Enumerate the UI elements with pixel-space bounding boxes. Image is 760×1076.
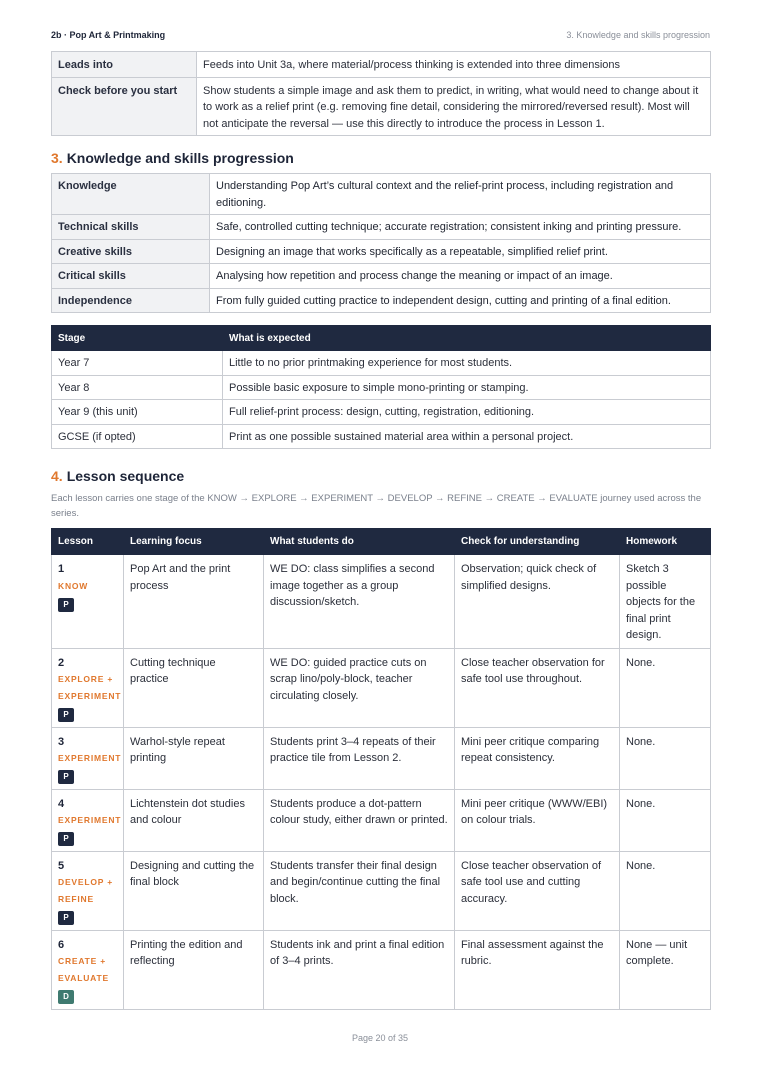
lesson-row bbox=[52, 648, 711, 727]
expected-cell: Possible basic exposure to simple mono-printing or stamping. bbox=[223, 375, 711, 400]
check-understanding: Mini peer critique comparing repeat consistency. bbox=[455, 727, 620, 789]
lesson-badge: P bbox=[58, 770, 74, 784]
check-understanding: Close teacher observation of safe tool use and cutting accuracy. bbox=[455, 851, 620, 930]
lesson-number: 1 bbox=[58, 563, 65, 575]
lesson-stage: REFINE bbox=[58, 894, 94, 904]
learning-focus: Cutting technique practice bbox=[124, 648, 264, 727]
lesson-cell bbox=[52, 555, 124, 649]
section-number: 4. bbox=[51, 468, 63, 484]
stage-cell: Year 8 bbox=[52, 375, 223, 400]
homework: Sketch 3 possible objects for the final print design. bbox=[620, 555, 711, 649]
expected-cell: Print as one possible sustained material area within a personal project. bbox=[223, 424, 711, 449]
lesson-stage: EXPERIMENT bbox=[58, 815, 122, 825]
lesson-badge: P bbox=[58, 832, 74, 846]
section-heading-text: Knowledge and skills progression bbox=[66, 150, 294, 166]
lesson-badge: P bbox=[58, 598, 74, 612]
check-understanding: Final assessment against the rubric. bbox=[455, 930, 620, 1009]
lesson-number: 5 bbox=[58, 859, 65, 872]
row-label: Creative skills bbox=[52, 239, 210, 264]
section-heading bbox=[51, 468, 184, 484]
lesson-number: 3 bbox=[58, 735, 65, 748]
lesson-badge: P bbox=[58, 708, 74, 722]
row-value: From fully guided cutting practice to independent design, cutting and printing of a final edition. bbox=[210, 288, 711, 313]
learning-focus: Designing and cutting the final block bbox=[124, 851, 264, 930]
section-title: 3. Knowledge and skills progression bbox=[566, 30, 710, 40]
row-label: Leads into bbox=[52, 52, 197, 78]
expected-cell: Little to no prior printmaking experience for most students. bbox=[223, 351, 711, 376]
students-do: Students transfer their final design and begin/continue cutting the final block. bbox=[264, 851, 455, 930]
table-row bbox=[52, 215, 711, 240]
section-number: 3. bbox=[51, 150, 63, 166]
lesson-badge: P bbox=[58, 911, 74, 925]
lesson-badge: D bbox=[58, 990, 74, 1004]
stage-cell: Year 7 bbox=[52, 351, 223, 376]
running-header bbox=[51, 29, 710, 41]
row-label: Check before you start bbox=[52, 77, 197, 136]
column-header: Stage bbox=[52, 326, 223, 351]
row-value: Analysing how repetition and process change the meaning or impact of an image. bbox=[210, 264, 711, 289]
lesson-cell bbox=[52, 648, 124, 727]
section-heading-text: Lesson sequence bbox=[66, 468, 185, 484]
homework: None. bbox=[620, 727, 711, 789]
check-understanding: Mini peer critique (WWW/EBI) on colour trials. bbox=[455, 789, 620, 851]
lesson-stage: CREATE + bbox=[58, 956, 107, 966]
lesson-cell bbox=[52, 727, 124, 789]
homework: None. bbox=[620, 648, 711, 727]
lesson-cell bbox=[52, 930, 124, 1009]
expected-cell: Full relief-print process: design, cutting, registration, editioning. bbox=[223, 400, 711, 425]
learning-focus: Pop Art and the print process bbox=[124, 555, 264, 649]
lesson-stage: KNOW bbox=[58, 580, 89, 591]
row-value: Safe, controlled cutting technique; accurate registration; consistent inking and printing pressure. bbox=[210, 215, 711, 240]
stage-table bbox=[51, 325, 711, 449]
lesson-cell bbox=[52, 789, 124, 851]
check-understanding: Close teacher observation for safe tool use throughout. bbox=[455, 648, 620, 727]
lesson-stage: EXPLORE + bbox=[58, 674, 114, 684]
page-number: Page 20 of 35 bbox=[351, 1033, 409, 1043]
table-row bbox=[52, 239, 711, 264]
unit-title: 2b · Pop Art & Printmaking bbox=[51, 30, 166, 40]
learning-focus: Lichtenstein dot studies and colour bbox=[124, 789, 264, 851]
row-value: Feeds into Unit 3a, where material/process thinking is extended into three dimensions bbox=[197, 52, 711, 78]
table-row bbox=[52, 288, 711, 313]
stage-cell: GCSE (if opted) bbox=[52, 424, 223, 449]
stage-cell: Year 9 (this unit) bbox=[52, 400, 223, 425]
lesson-row bbox=[52, 555, 711, 649]
students-do: Students print 3–4 repeats of their practice tile from Lesson 2. bbox=[264, 727, 455, 789]
students-do: Students ink and print a final edition of 3–4 prints. bbox=[264, 930, 455, 1009]
lesson-row bbox=[52, 727, 711, 789]
table-row bbox=[52, 351, 711, 376]
homework: None — unit complete. bbox=[620, 930, 711, 1009]
row-value: Understanding Pop Art’s cultural context and the relief-print process, including registration and editioning. bbox=[210, 174, 711, 215]
lesson-row bbox=[52, 851, 711, 930]
learning-focus: Printing the edition and reflecting bbox=[124, 930, 264, 1009]
table-row bbox=[52, 174, 711, 215]
students-do: Students produce a dot-pattern colour study, either drawn or printed. bbox=[264, 789, 455, 851]
lesson-row bbox=[52, 789, 711, 851]
row-label: Knowledge bbox=[52, 174, 210, 215]
lesson-stage: EVALUATE bbox=[58, 973, 109, 983]
section-intro: Each lesson carries one stage of the KNOW → EXPLORE → EXPERIMENT → DEVELOP → REFINE → CREATE → EVALUATE journey used across the series. bbox=[51, 493, 702, 519]
lesson-stage: DEVELOP + bbox=[58, 877, 113, 887]
column-header: What is expected bbox=[223, 326, 711, 351]
table-row bbox=[52, 375, 711, 400]
column-header: Lesson bbox=[52, 529, 124, 555]
column-header: What students do bbox=[264, 529, 455, 555]
row-label: Independence bbox=[52, 288, 210, 313]
overview-table bbox=[51, 51, 711, 136]
skills-table bbox=[51, 173, 711, 313]
row-label: Critical skills bbox=[52, 264, 210, 289]
table-row bbox=[52, 52, 711, 78]
lesson-stage: EXPERIMENT bbox=[58, 691, 122, 701]
table-row bbox=[52, 264, 711, 289]
table-row bbox=[52, 77, 711, 136]
column-header: Homework bbox=[620, 529, 711, 555]
students-do: WE DO: class simplifies a second image together as a group discussion/sketch. bbox=[264, 555, 455, 649]
column-header: Learning focus bbox=[124, 529, 264, 555]
table-header-row bbox=[52, 529, 711, 555]
lesson-number: 6 bbox=[58, 938, 65, 951]
table-row bbox=[52, 424, 711, 449]
row-label: Technical skills bbox=[52, 215, 210, 240]
lesson-number: 2 bbox=[58, 656, 65, 669]
homework: None. bbox=[620, 789, 711, 851]
table-row bbox=[52, 400, 711, 425]
table-header-row bbox=[52, 326, 711, 351]
lesson-row bbox=[52, 930, 711, 1009]
column-header: Check for understanding bbox=[455, 529, 620, 555]
learning-focus: Warhol-style repeat printing bbox=[124, 727, 264, 789]
row-value: Show students a simple image and ask them to predict, in writing, what would need to change about it to work as a relief print (e.g. removing fine detail, considering the mirrored/reversed result). Most will not anticipate the reversal — use this directly to introduce the process in Lesson 1. bbox=[197, 77, 711, 136]
lesson-cell bbox=[52, 851, 124, 930]
section-heading bbox=[51, 150, 294, 166]
students-do: WE DO: guided practice cuts on scrap lino/poly-block, teacher circulating closely. bbox=[264, 648, 455, 727]
lesson-number: 4 bbox=[58, 797, 65, 810]
check-understanding: Observation; quick check of simplified designs. bbox=[455, 555, 620, 649]
lesson-table bbox=[51, 528, 711, 1010]
homework: None. bbox=[620, 851, 711, 930]
lesson-stage: EXPERIMENT bbox=[58, 753, 122, 763]
row-value: Designing an image that works specifically as a repeatable, simplified relief print. bbox=[210, 239, 711, 264]
